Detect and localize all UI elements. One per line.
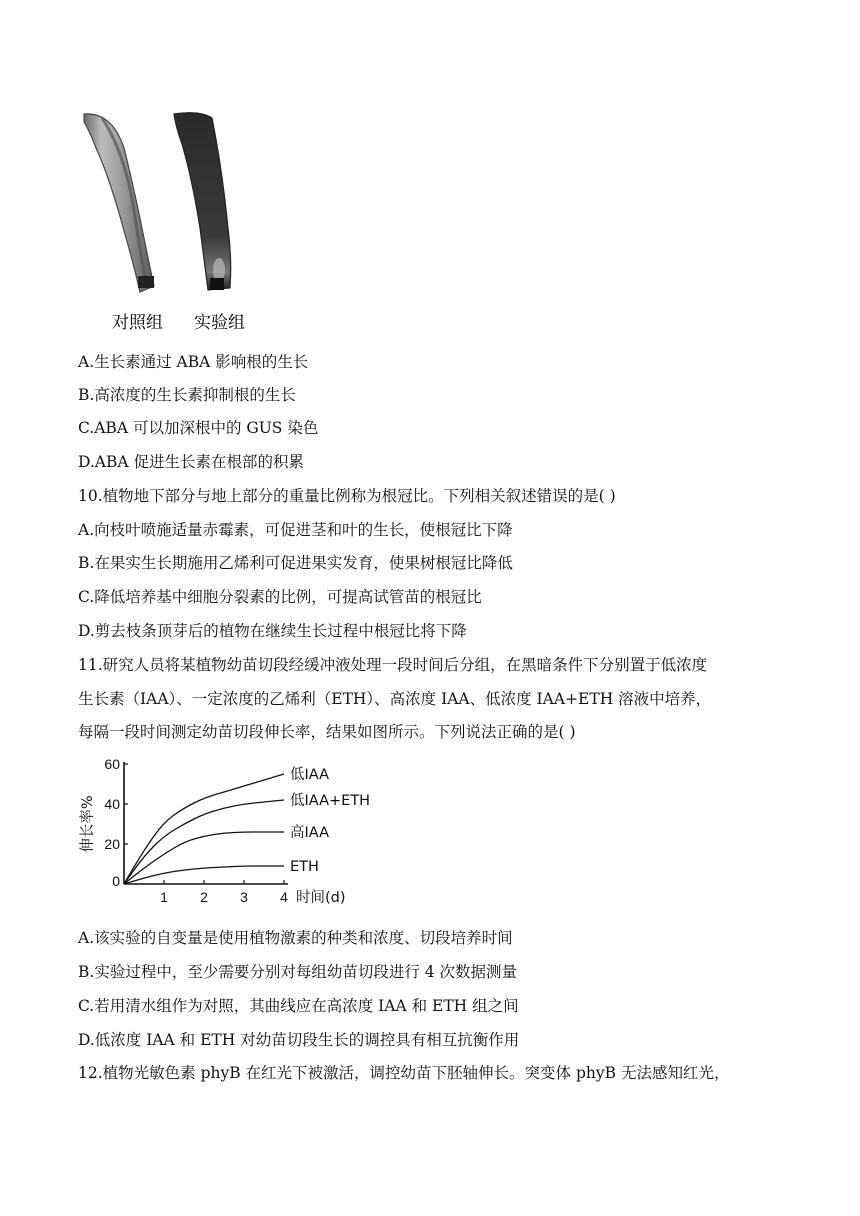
- y-tick-label: 0: [112, 873, 120, 889]
- q11-stem-line1: 11.研究人员将某植物幼苗切段经缓冲液处理一段时间后分组，在黑暗条件下分别置于低浓度: [78, 656, 708, 674]
- caption-control: 对照组: [112, 313, 163, 333]
- series-label-2: 高IAA: [290, 825, 330, 841]
- x-tick-label: 3: [240, 889, 248, 905]
- root-staining-image: [82, 108, 262, 338]
- x-axis-label: 时间(d): [296, 890, 346, 906]
- q11-option-a: A.该实验的自变量是使用植物激素的种类和浓度、切段培养时间: [78, 929, 513, 947]
- q10-option-a: A.向枝叶喷施适量赤霉素，可促进茎和叶的生长，使根冠比下降: [78, 521, 513, 539]
- q12-stem-line1: 12.植物光敏色素 phyB 在红光下被激活，调控幼苗下胚轴伸长。突变体 phyB 无法感知红光，: [78, 1064, 730, 1082]
- q9-option-d: D.ABA 促进生长素在根部的积累: [78, 453, 305, 471]
- q11-option-d: D.低浓度 IAA 和 ETH 对幼苗切段生长的调控具有相互抗衡作用: [78, 1031, 520, 1049]
- caption-experimental: 实验组: [194, 313, 245, 333]
- series-label-3: ETH: [290, 859, 319, 875]
- x-tick-label: 1: [160, 889, 168, 905]
- elongation-chart: [78, 756, 398, 916]
- y-tick-label: 40: [104, 796, 120, 812]
- q9-option-c: C.ABA 可以加深根中的 GUS 染色: [78, 419, 319, 437]
- q10-stem: 10.植物地下部分与地上部分的重量比例称为根冠比。下列相关叙述错误的是( ): [78, 487, 616, 505]
- series-line-2: [124, 832, 284, 884]
- experimental-root-tip: [210, 278, 224, 290]
- q9-option-b: B.高浓度的生长素抑制根的生长: [78, 386, 296, 404]
- x-tick-label: 2: [200, 889, 208, 905]
- q11-stem-line3: 每隔一段时间测定幼苗切段伸长率，结果如图所示。下列说法正确的是( ): [78, 723, 576, 741]
- y-tick-label: 60: [104, 756, 120, 772]
- q10-option-c: C.降低培养基中细胞分裂素的比例，可提高试管苗的根冠比: [78, 588, 482, 606]
- elongation-chart-svg: [78, 756, 398, 916]
- q11-option-b: B.实验过程中，至少需要分别对每组幼苗切段进行 4 次数据测量: [78, 963, 518, 981]
- y-axis-label: 伸长率%: [80, 795, 96, 853]
- control-root-tip: [138, 276, 154, 288]
- q11-stem-line2: 生长素（IAA）、一定浓度的乙烯利（ETH）、高浓度 IAA、低浓度 IAA+ETH 溶液中培养，: [78, 690, 712, 708]
- x-tick-label: 4: [280, 889, 288, 905]
- series-label-0: 低IAA: [290, 767, 330, 783]
- series-line-1: [124, 800, 284, 884]
- q10-option-d: D.剪去枝条顶芽后的植物在继续生长过程中根冠比将下降: [78, 622, 467, 640]
- q10-option-b: B.在果实生长期施用乙烯利可促进果实发育，使果树根冠比降低: [78, 554, 513, 572]
- series-label-1: 低IAA+ETH: [290, 793, 371, 809]
- q9-option-a: A.生长素通过 ABA 影响根的生长: [78, 353, 309, 371]
- q11-option-c: C.若用清水组作为对照，其曲线应在高浓度 IAA 和 ETH 组之间: [78, 997, 519, 1015]
- root-staining-figure: [82, 108, 262, 338]
- y-tick-label: 20: [104, 836, 120, 852]
